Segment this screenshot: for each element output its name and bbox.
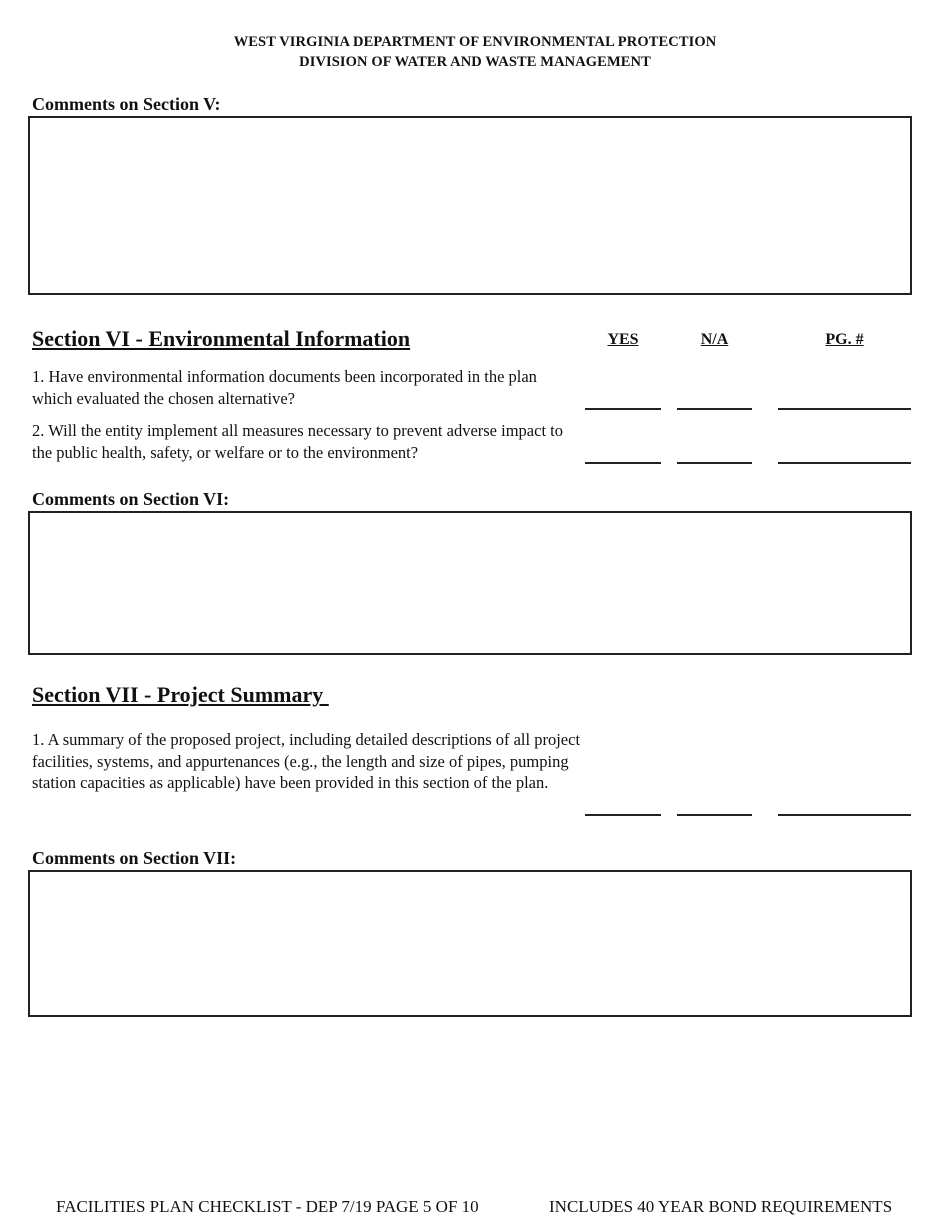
answer-na-line[interactable] (677, 814, 752, 816)
section-vii-title: Section VII - Project Summary (32, 682, 329, 707)
comments-section-vi-label: Comments on Section VI: (32, 489, 230, 509)
comments-section-v-label: Comments on Section V: (32, 94, 221, 114)
comments-section-vi-box[interactable] (28, 511, 912, 655)
section-vi-question-2: 2. Will the entity implement all measures necessary to prevent adverse impact to the public health, safety, or welfare or to the environment? (32, 421, 563, 462)
answer-na-line[interactable] (677, 408, 752, 410)
section-vi-question-1: 1. Have environmental information documents been incorporated in the plan which evaluated the chosen alternative? (32, 367, 537, 408)
answer-yes-line[interactable] (585, 408, 661, 410)
answer-yes-line[interactable] (585, 814, 661, 816)
answer-page-line[interactable] (778, 408, 911, 410)
column-header-yes: YES (607, 331, 639, 348)
footer-checklist-info: FACILITIES PLAN CHECKLIST - DEP 7/19 PAGE 5 OF 10 (56, 1197, 479, 1216)
agency-title: WEST VIRGINIA DEPARTMENT OF ENVIRONMENTAL PROTECTION (233, 34, 717, 50)
section-vi-title: Section VI - Environmental Information (32, 326, 411, 351)
comments-section-vii-label: Comments on Section VII: (32, 848, 237, 868)
answer-yes-line[interactable] (585, 462, 661, 464)
answer-page-line[interactable] (778, 814, 911, 816)
answer-na-line[interactable] (677, 462, 752, 464)
division-title: DIVISION OF WATER AND WASTE MANAGEMENT (299, 54, 651, 70)
comments-section-vii-box[interactable] (28, 870, 912, 1017)
column-header-na: N/A (700, 331, 729, 348)
section-vii-question-1: 1. A summary of the proposed project, including detailed descriptions of all project facilities, systems, and appurtenances (e.g., the length and size of pipes, pumping station capacities as applicable) have been provided in this section of the plan. (32, 730, 581, 792)
column-header-page-number: PG. # (825, 331, 864, 348)
comments-section-v-box[interactable] (28, 116, 912, 295)
footer-bond-requirements: INCLUDES 40 YEAR BOND REQUIREMENTS (549, 1197, 893, 1216)
answer-page-line[interactable] (778, 462, 911, 464)
